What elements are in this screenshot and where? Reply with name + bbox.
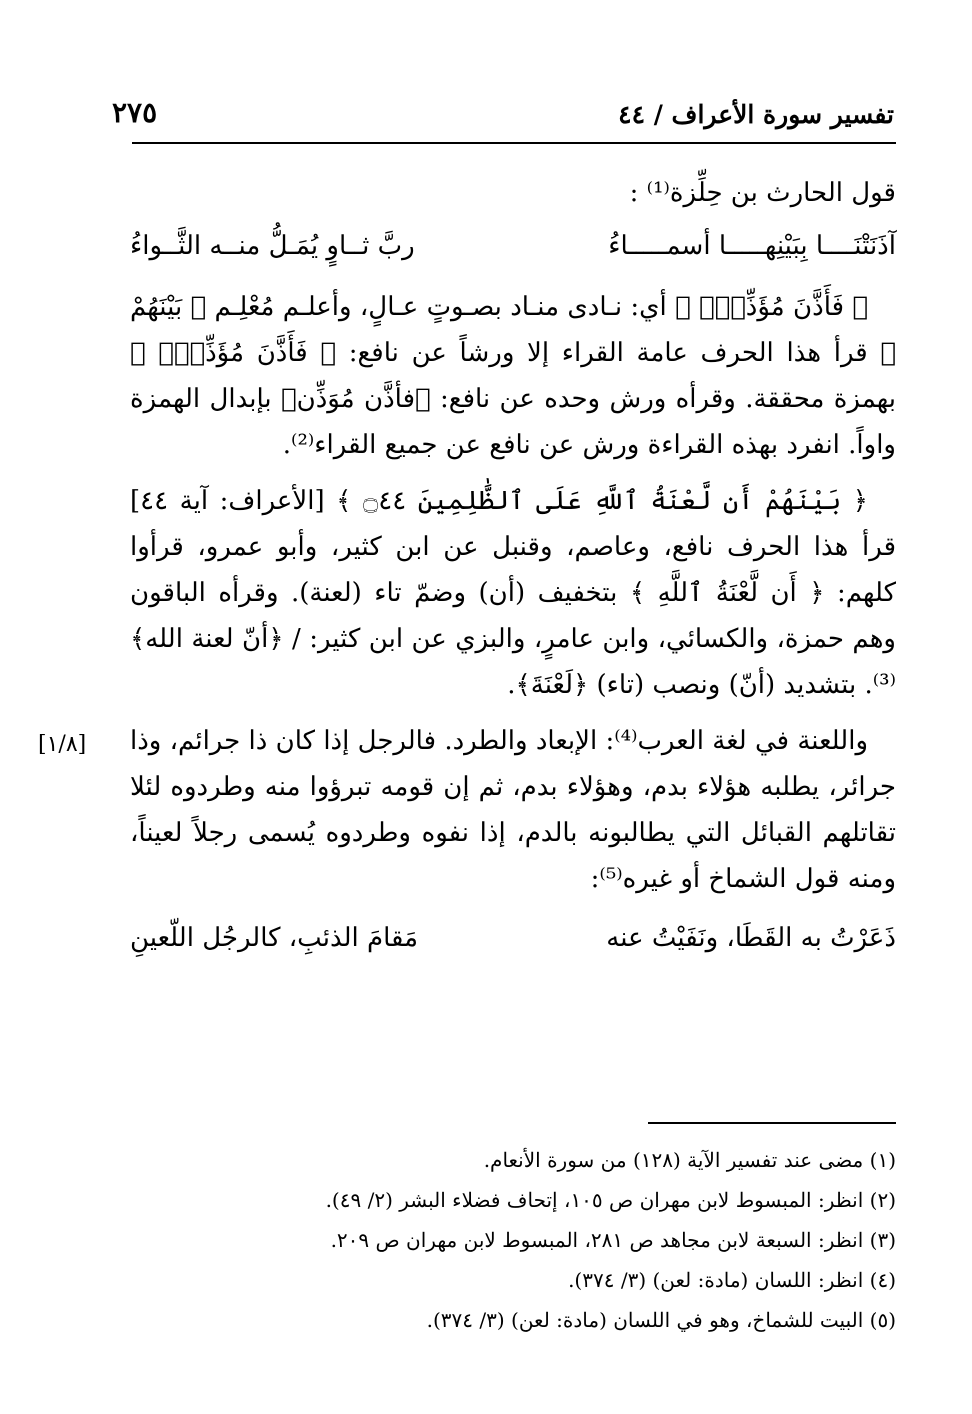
footnote: (٤) انظر: اللسان (مادة: لعن) (٣/ ٣٧٤). — [568, 1268, 896, 1292]
paragraph-lanat-allah: ﴿ بَيْنَهُمْ أَن لَّعْنَةُ ٱللَّهِ عَلَى ٱلظَّٰلِمِينَ ۝٤٤ ﴾ [الأعراف: آية ٤٤] قرأ هذا الحرف نافع، وعاصم، وقنبل عن ابن كثير، وأبو عمرو، قرأوا كلهم: ﴿ أَن لَّعْنَةُ ٱللَّهِ ﴾ بتخفيف (أن) وضمّ تاء (لعنة). وقرأه الباقون وهم حمزة، والكسائي، وابن عامرٍ، والبزي عن ابن كثير: / ﴿أنّ لعنة الله﴾⁽³⁾. بتشديد (أنّ) ونصب (تاء) ﴿لَعْنَةَ﴾. — [130, 486, 896, 700]
running-header-title: تفسير سورة الأعراف / ٤٤ — [618, 100, 894, 129]
footnote: (٢) انظر: المبسوط لابن مهران ص ١٠٥، إتحاف فضلاء البشر (٢/ ٤٩). — [325, 1188, 896, 1212]
footnote-divider — [648, 1122, 896, 1124]
verse-2-second-hemistich: مَقامَ الذئبِ، كالرجُل اللّعينِ — [130, 923, 419, 953]
header-divider — [132, 142, 896, 144]
footnote: (١) مضى عند تفسير الآية (١٢٨) من سورة الأنعام. — [483, 1148, 896, 1172]
verse-line-2 — [130, 910, 896, 966]
paragraph-fa-adhana: ﴿ فَأَذَّنَ مُؤَذِّنٌۢ ﴾ أي: نـادى منـاد بصـوتٍ عـالٍ، وأعلـم مُعْلِـم ﴿ بَيْنَهُمْ ﴾ قرأ هذا الحرف عامة القراء إلا ورشاً عن نافع: ﴿ فَأَذَّنَ مُؤَذِّنٌۢ ﴾ بهمزة محققة. وقرأه ورش وحده عن نافع: ﴿فأذَّن مُوَذِّن﴾ بإبدال الهمزة واواً. انفرد بهذه القراءة ورش عن نافع عن جميع القراء⁽²⁾. — [130, 292, 896, 460]
verse-1-second-hemistich: ربَّ ثــاوٍ يُمَـلُّ منــه الثَّــواءُ — [130, 231, 415, 261]
page-number: ٢٧٥ — [112, 96, 158, 129]
poem-intro: قول الحارث بن حِلِّزة⁽¹⁾ : — [629, 178, 896, 208]
paragraph-meaning-of-lanah: واللعنة في لغة العرب⁽⁴⁾: الإبعاد والطرد. فالرجل إذا كان ذا جرائم، وذا جرائر، يطلبه هؤلاء بدم، وهؤلاء بدم، ثم إن قومه تبرؤوا منه وطردوه لئلا تقاتلهم القبائل التي يطالبونه بالدم، إذا نفوه وطردوه يُسمى رجلاً لعيناً، ومنه قول الشماخ أو غيره⁽⁵⁾: — [130, 726, 896, 894]
footnote: (٣) انظر: السبعة لابن مجاهد ص ٢٨١، المبسوط لابن مهران ص ٢٠٩. — [330, 1228, 896, 1252]
footnotes — [130, 1140, 896, 1340]
footnote: (٥) البيت للشماخ، وهو في اللسان (مادة: لعن) (٣/ ٣٧٤). — [426, 1308, 896, 1332]
verse-2-first-hemistich: ذَعَرْتُ به القَطَا، ونَفَيْتُ عنه — [606, 923, 896, 953]
main-text — [130, 170, 896, 976]
verse-line-1 — [130, 218, 896, 274]
manuscript-folio-marker: [١/٨] — [38, 732, 87, 757]
verse-1-first-hemistich: آذَنَتْنَــــا بِبَيْنِهـــــا أسمـــــاءُ — [608, 231, 896, 261]
